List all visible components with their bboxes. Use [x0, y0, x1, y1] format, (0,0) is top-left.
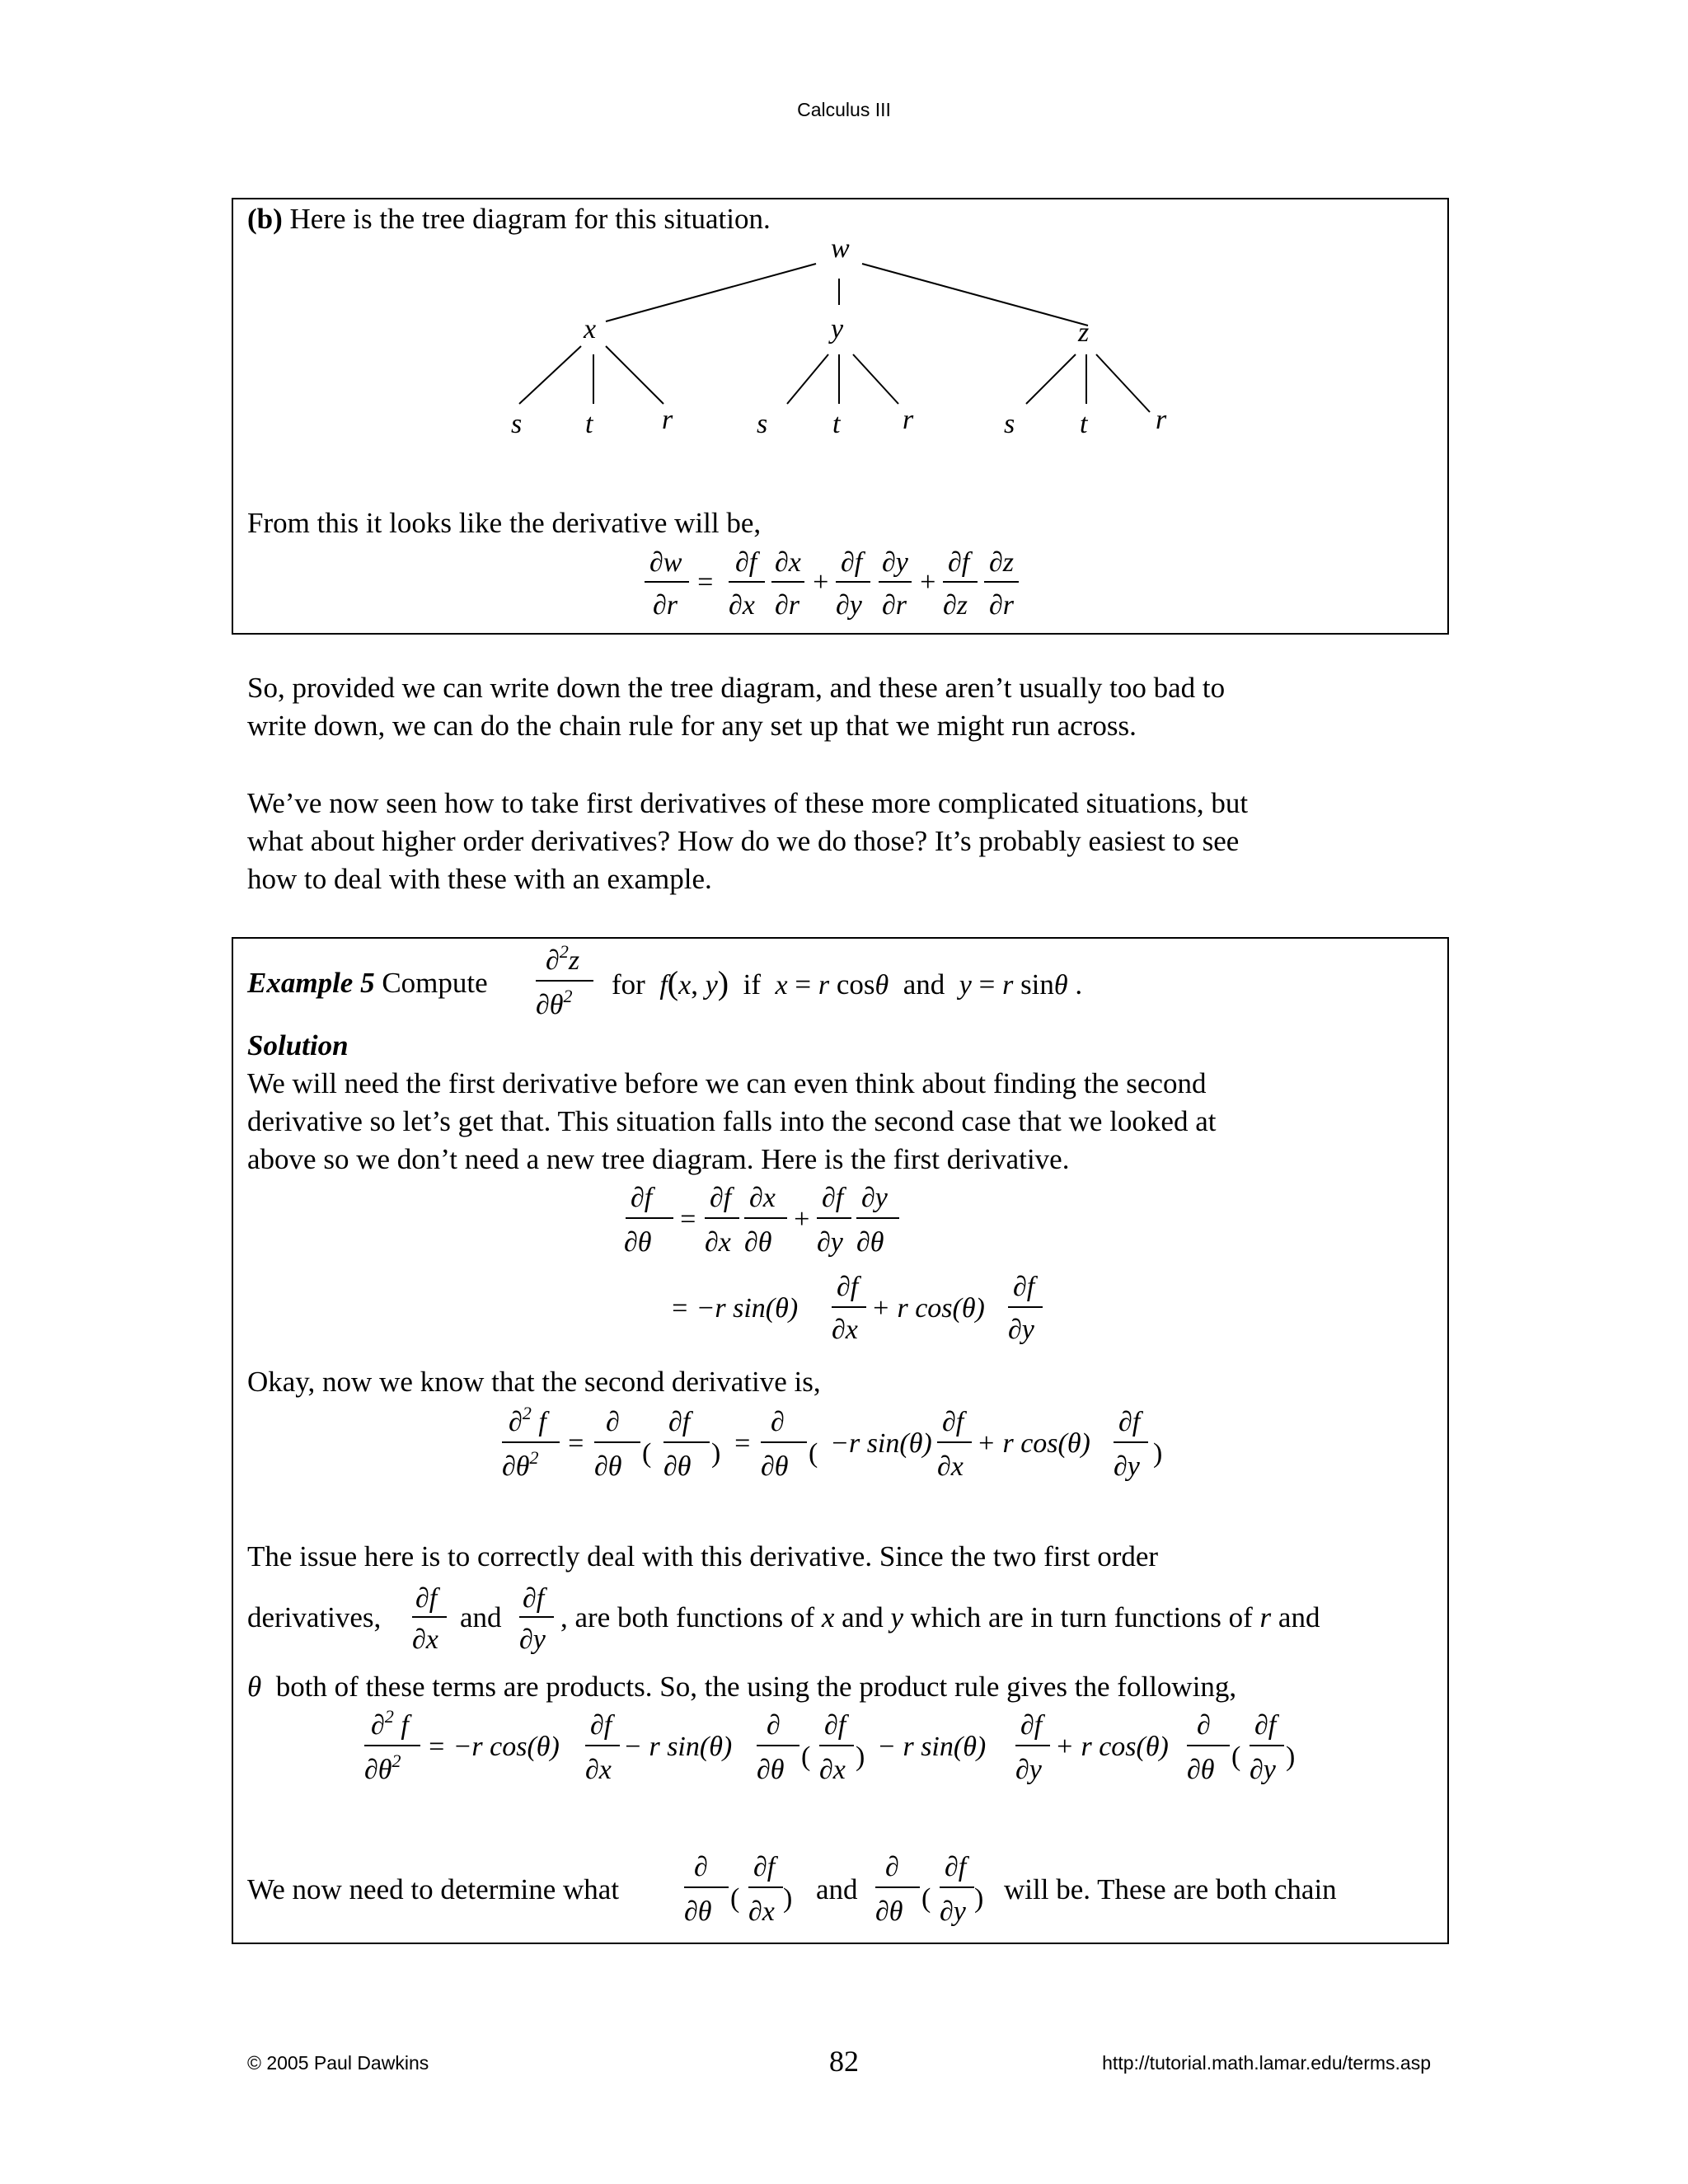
tree-edge [606, 264, 816, 321]
svg-text:∂θ: ∂θ [761, 1451, 789, 1482]
svg-text:∂: ∂ [885, 1852, 899, 1882]
tree-edge [853, 354, 898, 404]
svg-text:∂θ: ∂θ [744, 1227, 772, 1258]
svg-text:∂y: ∂y [940, 1896, 966, 1927]
svg-text:∂r: ∂r [775, 590, 800, 621]
second-derivative-equation [499, 1401, 1191, 1500]
svg-text:∂f: ∂f [590, 1710, 612, 1741]
svg-text:∂θ: ∂θ [856, 1227, 884, 1258]
svg-text:∂f: ∂f [631, 1183, 653, 1213]
issue-line1: The issue here is to correctly deal with this derivative. Since the two first order [247, 1540, 1159, 1572]
svg-text:∂: ∂ [606, 1407, 620, 1437]
svg-text:): ) [711, 1438, 721, 1469]
svg-text:=: = [696, 567, 715, 598]
product-rule-equation [361, 1704, 1317, 1803]
footer-copyright: © 2005 Paul Dawkins [247, 2052, 429, 2074]
svg-text:∂f: ∂f [1118, 1407, 1141, 1437]
svg-text:∂x: ∂x [832, 1315, 858, 1345]
tree-root: w [831, 233, 850, 264]
inline-df-dx [410, 1579, 452, 1661]
svg-text:∂x: ∂x [412, 1624, 438, 1655]
svg-text:(: ( [801, 1741, 811, 1772]
for-word: for [612, 968, 645, 1001]
svg-text:(: ( [642, 1438, 652, 1469]
para2-line3: how to deal with these with an example. [247, 863, 712, 895]
svg-text:∂w: ∂w [649, 547, 682, 578]
tree-leaf: t [832, 409, 841, 439]
inline-d-dtheta-df-dx [682, 1846, 798, 1937]
svg-text:∂f: ∂f [735, 547, 757, 578]
svg-text:∂θ: ∂θ [684, 1896, 712, 1927]
svg-text:(: ( [809, 1438, 818, 1469]
svg-text:∂f: ∂f [1254, 1710, 1277, 1741]
svg-text:=: = [733, 1428, 752, 1459]
tree-edge [862, 264, 1088, 326]
first-derivative-equation [622, 1177, 1084, 1358]
svg-text:∂2 f: ∂$^2$ f [371, 1706, 409, 1741]
tree-edge [1096, 354, 1150, 412]
svg-text:−r sin(θ): −r sin(θ) [830, 1428, 932, 1459]
svg-text:∂θ: ∂θ [594, 1451, 622, 1482]
example-5-statement [247, 964, 488, 1002]
svg-text:∂x: ∂x [585, 1755, 612, 1785]
tree-diagram [0, 0, 1688, 462]
svg-text:∂f: ∂f [837, 1272, 859, 1302]
svg-text:∂y: ∂y [1114, 1451, 1140, 1482]
svg-text:∂x: ∂x [729, 590, 755, 621]
svg-text:∂f: ∂f [841, 547, 863, 578]
svg-text:∂y: ∂y [1008, 1315, 1034, 1345]
para1-line2: write down, we can do the chain rule for any set up that we might run across. [247, 710, 1137, 742]
svg-text:(: ( [921, 1883, 931, 1914]
tree-leaf: s [757, 409, 768, 439]
svg-text:): ) [974, 1883, 984, 1914]
example-target-derivative [532, 940, 607, 1026]
svg-text:): ) [1286, 1741, 1296, 1772]
example-5-statement-rest: for f(x, y) if x = r cosθ and y = r sinθ . [612, 964, 1083, 1001]
inline-d-dtheta-df-dy [874, 1846, 989, 1937]
svg-text:∂: ∂ [767, 1710, 781, 1741]
svg-text:∂y: ∂y [817, 1227, 843, 1258]
svg-text:∂θ: ∂θ [757, 1755, 785, 1785]
svg-text:∂θ: ∂θ [663, 1451, 692, 1482]
inline-df-dy [518, 1579, 559, 1661]
svg-text:∂y: ∂y [861, 1183, 888, 1213]
chain-rule-equation [643, 540, 1039, 626]
svg-text:): ) [856, 1741, 865, 1772]
tree-leaf: s [511, 409, 523, 439]
svg-text:∂x: ∂x [705, 1227, 731, 1258]
page-header: Calculus III [797, 99, 891, 120]
svg-text:∂f: ∂f [523, 1583, 545, 1614]
svg-text:∂f: ∂f [753, 1852, 776, 1882]
solution-line1: We will need the first derivative before we can even think about finding the second [247, 1067, 1207, 1099]
svg-text:∂y: ∂y [519, 1624, 546, 1655]
tree-leaf: t [1080, 409, 1088, 439]
svg-text:∂2z: ∂$^2$z [546, 941, 580, 976]
svg-text:∂θ2: $\partial\theta^2$ [364, 1750, 401, 1785]
tree-edge [606, 346, 663, 404]
tree-node-x: x [584, 314, 597, 344]
svg-text:∂x: ∂x [749, 1183, 776, 1213]
svg-text:∂f: ∂f [948, 547, 970, 578]
svg-text:∂2 f: ∂$^2$ f [509, 1403, 546, 1437]
svg-text:∂r: ∂r [653, 590, 678, 621]
svg-text:+ r cos(θ): + r cos(θ) [977, 1428, 1090, 1459]
svg-text:∂: ∂ [694, 1852, 708, 1882]
solution-line3: above so we don’t need a new tree diagram. Here is the first derivative. [247, 1143, 1070, 1175]
and-word: and [903, 968, 945, 1001]
svg-text:∂x: ∂x [748, 1896, 775, 1927]
svg-text:∂z: ∂z [989, 547, 1015, 578]
tree-leaf: r [903, 405, 914, 435]
tree-node-z: z [1078, 317, 1090, 348]
issue-line2-rest: , are both functions of x and y which are in turn functions of r and [560, 1601, 1320, 1633]
need-line-c: will be. These are both chain [1004, 1873, 1337, 1905]
svg-text:∂y: ∂y [1250, 1755, 1276, 1785]
tree-edge [1026, 354, 1076, 404]
svg-text:+: + [792, 1204, 811, 1235]
need-line-a: We now need to determine what [247, 1873, 620, 1905]
svg-text:∂f: ∂f [710, 1183, 732, 1213]
part-b-intro-text: Here is the tree diagram for this situation. [289, 203, 771, 235]
svg-text:∂f: ∂f [415, 1583, 438, 1614]
svg-text:∂f: ∂f [822, 1183, 844, 1213]
svg-text:∂f: ∂f [824, 1710, 846, 1741]
svg-text:∂r: ∂r [882, 590, 907, 621]
svg-text:=: = [566, 1428, 585, 1459]
svg-text:∂: ∂ [771, 1407, 785, 1437]
para1-line1: So, provided we can write down the tree diagram, and these aren’t usually too bad to [247, 672, 1226, 704]
svg-text:∂y: ∂y [836, 590, 862, 621]
para2-line1: We’ve now seen how to take first derivatives of these more complicated situations, but [247, 787, 1249, 819]
svg-text:∂f: ∂f [945, 1852, 967, 1882]
svg-text:(: ( [1231, 1741, 1241, 1772]
svg-text:(: ( [730, 1883, 740, 1914]
svg-text:=: = [678, 1204, 697, 1235]
compute-word: Compute [382, 967, 488, 999]
okay-line: Okay, now we know that the second derivative is, [247, 1366, 821, 1398]
svg-text:): ) [783, 1883, 793, 1914]
part-b-label: (b) [247, 203, 283, 235]
solution-line2: derivative so let’s get that. This situation falls into the second case that we looked at [247, 1105, 1217, 1137]
svg-text:∂f: ∂f [942, 1407, 964, 1437]
example-label: Example 5 [247, 967, 375, 999]
svg-text:∂f: ∂f [1013, 1272, 1035, 1302]
svg-text:∂: ∂ [1197, 1710, 1211, 1741]
footer-url[interactable]: http://tutorial.math.lamar.edu/terms.asp [1102, 2052, 1431, 2074]
issue-line2-b: and [460, 1601, 502, 1633]
tree-node-y: y [831, 314, 844, 344]
if-word: if [743, 968, 761, 1001]
svg-text:+: + [811, 567, 830, 598]
svg-text:= −r cos(θ): = −r cos(θ) [427, 1732, 560, 1762]
svg-text:∂y: ∂y [1015, 1755, 1042, 1785]
svg-text:∂r: ∂r [989, 590, 1015, 621]
svg-text:∂f: ∂f [668, 1407, 691, 1437]
tree-edge [787, 354, 828, 404]
function-f-expr: f [659, 970, 668, 1001]
svg-text:): ) [1153, 1438, 1163, 1469]
svg-text:∂z: ∂z [943, 590, 968, 621]
svg-text:= −r sin(θ): = −r sin(θ) [670, 1293, 799, 1324]
need-line-b: and [816, 1873, 858, 1905]
svg-text:+ r cos(θ): + r cos(θ) [1055, 1732, 1169, 1762]
svg-text:∂f: ∂f [1020, 1710, 1043, 1741]
svg-text:+: + [918, 567, 937, 598]
svg-text:∂x: ∂x [775, 547, 801, 578]
svg-text:∂θ2: $\partial\theta^2$ [536, 986, 573, 1020]
svg-text:− r sin(θ): − r sin(θ) [623, 1732, 733, 1762]
issue-line3: θ both of these terms are products. So, the using the product rule gives the following, [247, 1671, 1237, 1703]
tree-leaf: r [662, 405, 673, 435]
svg-text:∂θ: ∂θ [624, 1227, 652, 1258]
svg-text:∂x: ∂x [819, 1755, 846, 1785]
svg-text:∂y: ∂y [882, 547, 908, 578]
tree-leaf: r [1156, 405, 1167, 435]
para2-line2: what about higher order derivatives? How do we do those? It’s probably easiest to see [247, 825, 1240, 857]
svg-text:∂θ: ∂θ [1187, 1755, 1215, 1785]
svg-text:∂θ2: $\partial\theta^2$ [502, 1447, 539, 1482]
svg-text:− r sin(θ): − r sin(θ) [877, 1732, 987, 1762]
svg-text:∂x: ∂x [937, 1451, 964, 1482]
solution-heading: Solution [247, 1029, 349, 1062]
tree-leaf: t [585, 409, 593, 439]
svg-text:∂θ: ∂θ [875, 1896, 903, 1927]
part-b-lead: From this it looks like the derivative will be, [247, 507, 762, 539]
svg-text:+ r cos(θ): + r cos(θ) [871, 1293, 985, 1324]
tree-leaf: s [1004, 409, 1015, 439]
issue-line2-a: derivatives, [247, 1601, 382, 1633]
page-number: 82 [829, 2045, 859, 2078]
tree-edge [519, 346, 581, 404]
